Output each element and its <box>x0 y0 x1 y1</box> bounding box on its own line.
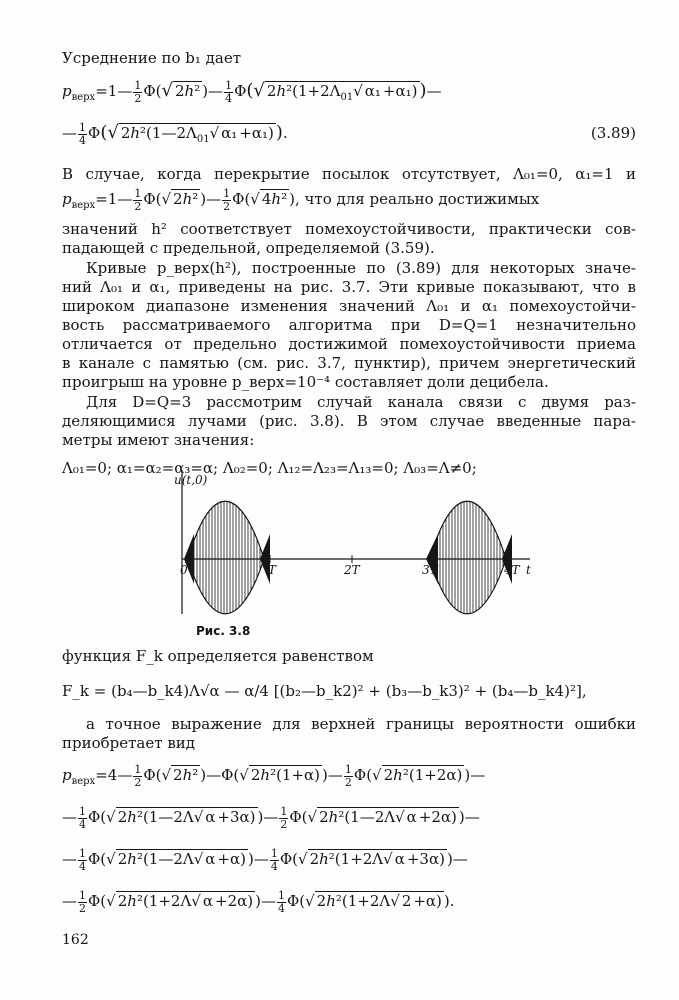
eq-389-line2: — $\frac{1}{4}$ Φ(√ $2h^2(1—2\Lambda_{01}√$ α₁ +α₁) ). (3.89) <box>62 116 636 150</box>
intro-line: Усреднение по b₁ дает <box>62 49 242 67</box>
para5-line1: а точное выражение для верхней границы вероятности ошибки <box>86 715 636 733</box>
para5-line2: приобретает вид <box>62 734 196 752</box>
para1-line1: В случае, когда перекрытие посылок отсутствует, Λ₀₁=0, α₁=1 и <box>62 165 636 183</box>
tick-label-0: 0 <box>180 563 188 577</box>
eq-389-line1: $p_{верх}=1—$ $\frac{1}{2}$ Φ(√ 2h² )— $\frac{1}{4}$ Φ(√ $2h^2(1+2\Lambda_{01}√$ α₁ +α₁) )— <box>62 78 442 105</box>
tick-label-t: t <box>526 563 531 577</box>
para2-line7: проигрыш на уровне p_верх=10⁻⁴ составляет доли децибела. <box>62 373 549 391</box>
big-eq-line1: $p_{верх}=4—$ $\frac{1}{2}$ Φ(√ 2h² )—Φ(√ 2h²(1+α) )— $\frac{1}{2}$ Φ(√ 2h²(1+2α) )— <box>62 762 486 789</box>
fk-formula: F_k = (b₄—b_k4)Λ√α — α/4 [(b₂—b_k2)² + (b₃—b_k3)² + (b₄—b_k4)²], <box>62 682 587 700</box>
para2-line4: вость рассматриваемого алгоритма при D=Q=1 незначительно <box>62 316 636 334</box>
big-eq-line3: — $\frac{1}{4}$ Φ(√ 2h²(1—2Λ√ α +α) )— $\frac{1}{4}$ Φ(√ 2h²(1+2Λ√ α +3α) )— <box>62 846 468 873</box>
para3-line2: деляющимися лучами (рис. 3.8). В этом случае введенные пара- <box>62 412 636 430</box>
para3-line3: метры имеют значения: <box>62 431 255 449</box>
pulse-1-fill <box>188 501 264 614</box>
para2-line1: Кривые p_верх(h²), построенные по (3.89) для некоторых значе- <box>86 259 636 277</box>
para1-line2: $p_{верх}=1—$ $\frac{1}{2}$ Φ(√ 2h² )— $\frac{1}{2}$ Φ(√ 4h² ), что для реально достижимых <box>62 186 540 213</box>
para2-line3: широком диапазоне изменения значений Λ₀₁ и α₁ помехоустойчи- <box>62 297 636 315</box>
pulse-2-envelope <box>430 501 506 614</box>
figure-caption: Рис. 3.8 <box>196 624 251 638</box>
tick-label-T: T <box>268 563 277 577</box>
page-number: 162 <box>62 932 89 948</box>
para1-line3: значений h² соответствует помехоустойчивости, практически сов- <box>62 220 636 238</box>
para2-line5: отличается от предельно достижимой помехоустойчивости приема <box>62 335 636 353</box>
tick-label-2T: 2T <box>344 563 360 577</box>
para2-line6: в канале с памятью (см. рис. 3.7, пунктир), причем энергетический <box>62 354 636 372</box>
para2-line2: ний Λ₀₁ и α₁, приведены на рис. 3.7. Эти кривые показывают, что в <box>62 278 636 296</box>
tick-label-4T: 4T <box>504 563 520 577</box>
para1-line2-text: что для реально достижимых <box>304 190 540 208</box>
params-line: Λ₀₁=0; α₁=α₂=α₃=α; Λ₀₂=0; Λ₁₂=Λ₂₃=Λ₁₃=0; Λ₀₃=Λ≠0; <box>62 459 477 477</box>
para1-line4: падающей с предельной, определяемой (3.59). <box>62 239 435 257</box>
para4-line: функция F_k определяется равенством <box>62 647 374 665</box>
para3-line1: Для D=Q=3 рассмотрим случай канала связи с двумя раз- <box>86 393 636 411</box>
tick-label-3T: 3T <box>422 563 438 577</box>
big-eq-line2: — $\frac{1}{4}$ Φ(√ 2h²(1—2Λ√ α +3α) )— $\frac{1}{2}$ Φ(√ 2h²(1—2Λ√ α +2α) )— <box>62 804 480 831</box>
figure-3-8 <box>160 462 540 622</box>
y-axis-label: u(t,0) <box>174 473 208 487</box>
big-eq-line4: — $\frac{1}{2}$ Φ(√ 2h²(1+2Λ√ α +2α) )— $\frac{1}{4}$ Φ(√ 2h²(1+2Λ√ 2 +α) ). <box>62 888 455 915</box>
equation-number: (3.89) <box>590 124 636 142</box>
